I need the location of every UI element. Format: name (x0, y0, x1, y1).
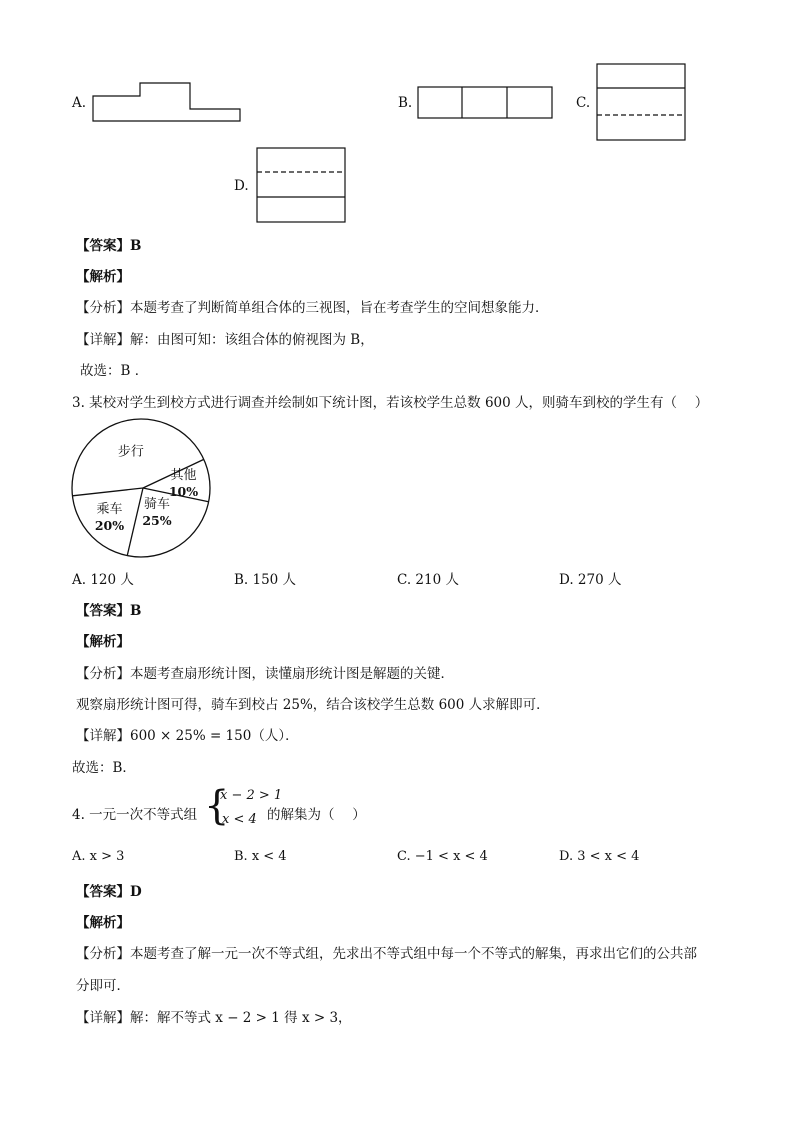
pie-slice-label: 其他 (170, 468, 197, 484)
q4-inequality-2: x < 4 (222, 812, 257, 827)
pie-slice-label: 乘车 (96, 501, 123, 517)
q4-fenxi-line1: 【分析】本题考查了解一元一次不等式组，先求出不等式组中每一个不等式的解集，再求出它们的公共部 (76, 946, 697, 962)
q4-fenxi-line2: 分即可． (76, 978, 130, 994)
option-b-label: B. (398, 95, 413, 111)
q3-answer: 【答案】B (76, 603, 142, 619)
q3-xiangjie: 【详解】600 × 25% = 150（人）． (76, 728, 299, 744)
q4-stem-post: 的解集为（ ） (267, 807, 366, 823)
option-a-figure (92, 82, 242, 124)
q2-fenxi: 【分析】本题考查了判断简单组合体的三视图，旨在考查学生的空间想象能力． (76, 300, 549, 316)
q3-option-a: A. 120 人 (72, 572, 134, 588)
pie-slice-value: 10% (168, 484, 199, 500)
q4-inequality-1: x − 2 > 1 (220, 788, 283, 803)
q3-guxuan: 故选：B． (72, 760, 136, 776)
option-a-label: A. (72, 95, 87, 111)
option-c-figure (596, 63, 688, 143)
option-c-label: C. (576, 95, 591, 111)
q3-jiexi: 【解析】 (76, 634, 130, 650)
q4-option-a: A. x > 3 (72, 849, 125, 864)
pie-slice-value: 20% (94, 517, 125, 533)
q4-xiangjie: 【详解】解：解不等式 x − 2 > 1 得 x > 3， (76, 1010, 352, 1026)
q4-option-c: C. −1 < x < 4 (397, 849, 488, 864)
q2-guxuan: 故选：B ． (80, 363, 149, 379)
q4-option-b: B. x < 4 (234, 849, 287, 864)
q3-analysis-line: 观察扇形统计图可得，骑车到校占 25%，结合该校学生总数 600 人求解即可． (76, 697, 550, 713)
option-d-label: D. (234, 178, 249, 194)
q3-fenxi: 【分析】本题考查扇形统计图，读懂扇形统计图是解题的关键． (76, 666, 454, 682)
option-d-figure (256, 147, 348, 225)
q4-brace: { (204, 783, 230, 829)
q3-option-b: B. 150 人 (234, 572, 297, 588)
q4-stem-pre: 4. 一元一次不等式组 (72, 807, 198, 823)
q3-option-d: D. 270 人 (559, 572, 622, 588)
q2-jiexi: 【解析】 (76, 269, 130, 285)
q4-option-d: D. 3 < x < 4 (559, 849, 640, 864)
pie-slice-label: 骑车 (143, 497, 171, 513)
q3-stem: 3. 某校对学生到校方式进行调查并绘制如下统计图，若该校学生总数 600 人，则骑车到校的学生有（ ） (72, 395, 709, 411)
option-b-figure (417, 86, 555, 120)
q2-xiangjie: 【详解】解：由图可知：该组合体的俯视图为 B， (76, 332, 374, 348)
q4-jiexi: 【解析】 (76, 915, 130, 931)
q4-answer: 【答案】D (76, 884, 142, 900)
q2-answer: 【答案】B (76, 238, 142, 254)
pie-slice-label: 步行 (117, 444, 144, 460)
q3-pie-chart (70, 418, 214, 560)
q3-option-c: C. 210 人 (397, 572, 459, 588)
pie-slice-value: 25% (142, 513, 172, 529)
